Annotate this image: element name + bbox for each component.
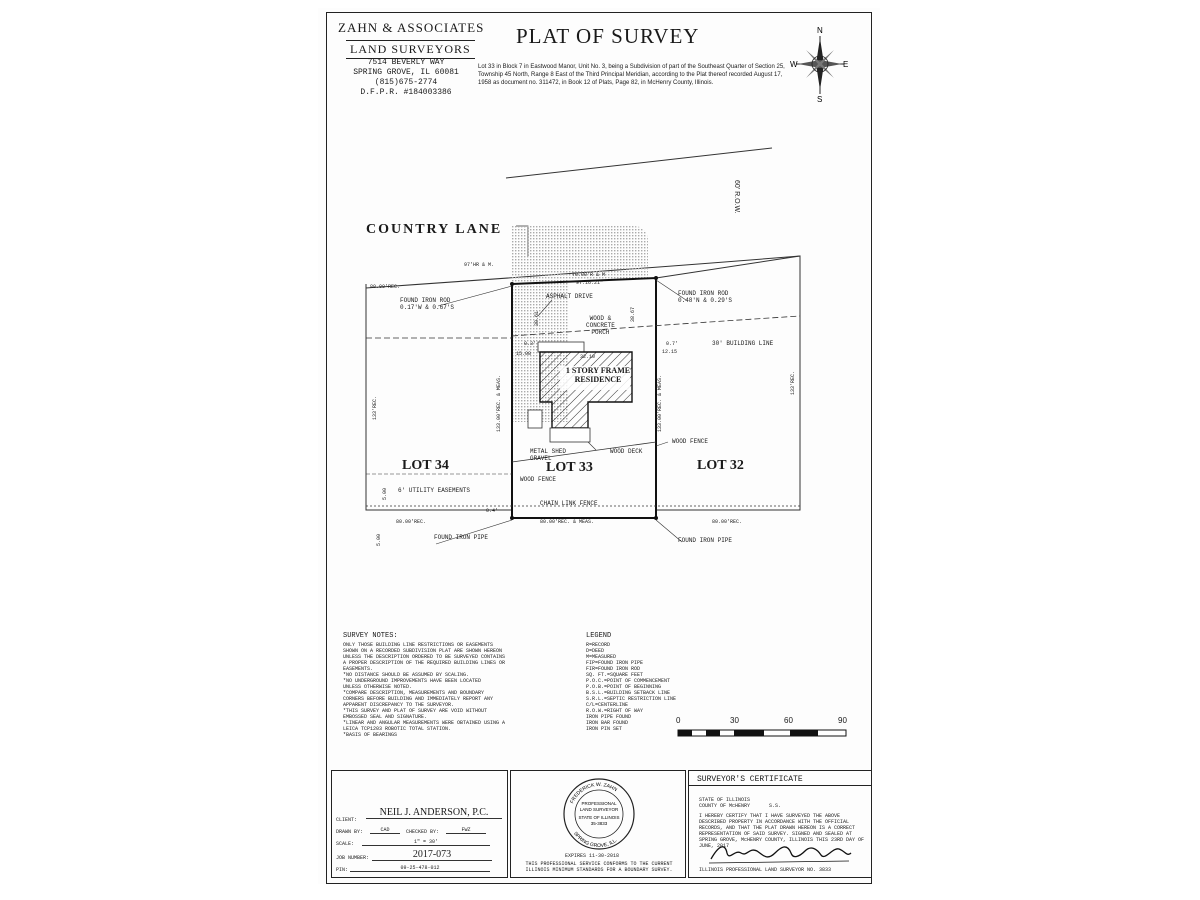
right-side-dimension: 133.00'REC. & MEAS. (657, 374, 663, 432)
legend-line: M=MEASURED (586, 654, 617, 660)
rod-line: 0.17'W & 0.67'S (400, 304, 455, 311)
scale-tick: 60 (784, 716, 793, 725)
pin-label: PIN: (336, 867, 349, 873)
porch (538, 342, 584, 352)
legend-heading: LEGEND (586, 632, 612, 640)
legend-line: FIP=FOUND IRON PIPE (586, 660, 644, 666)
note-line: *BASIS OF BEARINGS (343, 732, 398, 738)
compass-rose-icon (790, 24, 850, 104)
metal-shed-label: METAL SHED (530, 448, 567, 455)
note-line: A PROPER DESCRIPTION OF THE REQUIRED BUILDING LINES OR (343, 660, 506, 666)
certificate-footer: ILLINOIS PROFESSIONAL LAND SURVEYOR NO. 3833 (699, 867, 832, 873)
lot-33-label: LOT 33 (546, 460, 593, 475)
legend-line: R.O.W.=RIGHT OF WAY (586, 708, 644, 714)
legal-description: Lot 33 in Block 7 in Eastwood Manor, Unit No. 3, being a Subdivision of part of the Southeast Quarter of Section 25, Township 45 North, Range 8 East of the Third Principal Meridian, according to the Plat thereof recorded August 17, 1958 as document no. 311472, in Book 12 of Plats, Page 82, in McHenry County, Illinois. (478, 64, 785, 86)
legend-line: SQ. FT.=SQUARE FEET (586, 672, 644, 678)
legend-line: C/L=CENTERLINE (586, 702, 629, 708)
note-line: *COMPARE DESCRIPTION, MEASUREMENTS AND BOUNDARY (343, 690, 485, 696)
house-dimension: 32.10 (580, 354, 596, 360)
page-title: PLAT OF SURVEY (516, 24, 700, 48)
front-bearing: 97.16.21" (576, 280, 604, 286)
wood-fence-right-label: WOOD FENCE (672, 438, 709, 445)
road-centerline (506, 148, 772, 178)
firm-name: ZAHN & ASSOCIATES (338, 20, 485, 35)
top-left-record: 80.00'REC. (370, 284, 401, 290)
rod-line: 0.48'N & 0.29'S (678, 297, 733, 304)
client-name: NEIL J. ANDERSON, P.C. (366, 807, 502, 819)
certificate-ss: S.S. (769, 803, 782, 809)
note-line: EASEMENTS. (343, 666, 374, 672)
firm-address (346, 58, 466, 98)
rear-right-record: 80.00'REC. (712, 519, 743, 525)
address-line: (815)675-2774 (374, 78, 438, 87)
scale-tick: 30 (730, 716, 739, 725)
wood-fence-left-label: WOOD FENCE (520, 476, 557, 483)
legend-line: IRON BAR FOUND (586, 720, 629, 726)
left-side-dimension: 133.00'REC. & MEAS. (496, 374, 502, 432)
iron-pipe-left-label: FOUND IRON PIPE (434, 534, 489, 541)
iron-pipe-right-label: FOUND IRON PIPE (678, 537, 733, 544)
lot-32-label: LOT 32 (697, 458, 744, 473)
wood-deck (550, 428, 590, 442)
residence-line: 1 STORY FRAME (565, 366, 631, 375)
porch-line: CONCRETE (586, 322, 615, 329)
seal-line: STATE OF ILLINOIS (578, 815, 620, 820)
offset-dimension: 0.3' (524, 341, 537, 347)
svg-text:SPRING GROVE, ILL. (572, 831, 619, 849)
notes-heading: SURVEY NOTES: (343, 632, 398, 640)
wood-deck-label: WOOD DECK (610, 448, 643, 455)
legend-line: P.O.C.=POINT OF COMMENCEMENT (586, 678, 671, 684)
rear-offset: 0.4' (486, 508, 499, 514)
compass-n: N (817, 26, 823, 35)
seal-ring-bottom: SPRING GROVE, ILL. (572, 830, 619, 850)
scale-label: SCALE: (336, 841, 355, 847)
firm-subtitle: LAND SURVEYORS (346, 40, 475, 59)
note-line: APPARENT DISCREPANCY TO THE SURVEYOR. (343, 702, 455, 708)
note-line: *LINEAR AND ANGULAR MEASUREMENTS WERE OBTAINED USING A (343, 720, 506, 726)
drawn-by-label: DRAWN BY: (336, 829, 364, 835)
seal-line: 35-3833 (590, 821, 608, 826)
compass-s: S (817, 95, 823, 104)
survey-plan (326, 130, 872, 570)
seal-line: PROFESSIONAL (581, 801, 617, 806)
iron-rod-left-label (400, 297, 454, 311)
client-label: CLIENT: (336, 817, 358, 823)
note-line: *NO UNDERGROUND IMPROVEMENTS HAVE BEEN LOCATED (343, 678, 482, 684)
note-line: SHOWN ON A RECORDED SUBDIVISION PLAT ARE SHOWN HEREON (343, 648, 503, 654)
address-line: SPRING GROVE, IL 60081 (353, 68, 459, 77)
offset-dimension: 12.15 (662, 349, 678, 355)
rear-dimension: 80.00'REC. & MEAS. (540, 519, 595, 525)
drawn-by: CAD (370, 827, 400, 834)
checked-by-label: CHECKED BY: (406, 829, 440, 835)
rear-left-record: 80.00'REC. (396, 519, 427, 525)
scale-value: 1" = 30' (362, 839, 490, 846)
porch-line: WOOD & (589, 315, 612, 322)
compass-e: E (843, 60, 849, 69)
note-line: CORNERS BEFORE BUILDING AND IMMEDIATELY REPORT ANY (343, 696, 494, 702)
rod-line: FOUND IRON ROD (678, 290, 729, 297)
lot-34-boundary (366, 284, 512, 510)
note-line: UNLESS OTHERWISE NOTED. (343, 684, 413, 690)
scale-bar (674, 726, 850, 740)
utility-easement-label: 6' UTILITY EASEMENTS (398, 487, 471, 494)
front-dimension: 70.00'R & M (572, 272, 606, 278)
license-expiry: EXPIRES 11-30-2018 (565, 853, 620, 859)
rod-line: FOUND IRON ROD (400, 297, 451, 304)
job-number: 2017-073 (372, 849, 492, 861)
pin-number: 09-25-478-012 (350, 865, 490, 872)
metal-shed (528, 410, 542, 428)
legend-line: S.R.L.=SEPTIC RESTRICTION LINE (586, 696, 677, 702)
asphalt-drive-label: ASPHALT DRIVE (546, 293, 593, 300)
note-line: EMBOSSED SEAL AND SIGNATURE. (343, 714, 428, 720)
chain-link-fence-label: CHAIN LINK FENCE (540, 500, 598, 507)
compass-w: W (790, 60, 798, 69)
note-line: ONLY THOSE BUILDING LINE RESTRICTIONS OR EASEMENTS (343, 642, 494, 648)
legend-line: IRON PIPE FOUND (586, 714, 632, 720)
legend-line: FIR=FOUND IRON ROD (586, 666, 641, 672)
legend-line: R=RECORD (586, 642, 611, 648)
seal-block (510, 770, 686, 878)
front-left-dimension: 97'HR & M. (464, 262, 495, 268)
surveyor-seal-icon (561, 777, 637, 851)
certificate-county: COUNTY OF McHENRY (699, 803, 751, 809)
legend-line: P.O.B.=POINT OF BEGINNING (586, 684, 662, 690)
scale-tick: 90 (838, 716, 847, 725)
note-line: UNLESS THE DESCRIPTION ORDERED TO BE SURVEYED CONTAINS (343, 654, 506, 660)
note-line: *THIS SURVEY AND PLAT OF SURVEY ARE VOID WITHOUT (343, 708, 488, 714)
offset-dimension: 15.08 (516, 351, 532, 357)
note-line: *NO DISTANCE SHOULD BE ASSUMED BY SCALING. (343, 672, 470, 678)
porch-label (586, 315, 615, 336)
residence-line: RESIDENCE (574, 375, 622, 384)
address-line: 7514 BEVERLY WAY (367, 58, 445, 67)
seal-ring-top: FREDERICK W. ZAHN (569, 781, 618, 805)
legend-line: IRON PIN SET (586, 726, 623, 732)
scale-tick: 0 (676, 716, 681, 725)
certificate-state: STATE OF ILLINOIS (699, 797, 751, 803)
job-number-label: JOB NUMBER: (336, 855, 370, 861)
legend-line: B.S.L.=BUILDING SETBACK LINE (586, 690, 671, 696)
drive-dimension: 39.61 (534, 310, 540, 326)
address-line: D.F.P.R. #184003386 (360, 88, 452, 97)
street-name: COUNTRY LANE (366, 222, 503, 237)
building-line-label: 30' BUILDING LINE (712, 340, 774, 347)
row-label: 60' R.O.W. (733, 180, 740, 214)
standards-statement: THIS PROFESSIONAL SERVICE CONFORMS TO THE CURRENT ILLINOIS MINIMUM STANDARDS FOR A BOUNDARY SURVEY. (525, 861, 673, 873)
easement-dimension: 5.00 (376, 533, 382, 546)
seal-line: LAND SURVEYOR (579, 807, 619, 812)
offset-dimension: 0.7' (666, 341, 679, 347)
note-line: LEICA TCP1203 ROBOTIC TOTAL STATION. (343, 726, 452, 732)
lot-34-label: LOT 34 (402, 458, 449, 473)
certificate-body: I HEREBY CERTIFY THAT I HAVE SURVEYED THE ABOVE DESCRIBED PROPERTY IN ACCORDANCE WITH THE OFFICIAL RECORDS, AND THAT THE PLAT DRAWN HEREON IS A CORRECT REPRESENTATION OF SAID SURVEY. SIGNED AND SEALED AT SPRING GROVE, McHENRY COUNTY, ILLINOIS THIS 23RD DAY OF JUNE, 2017 (699, 813, 865, 849)
checked-by: FWZ (446, 827, 486, 834)
residence-label (560, 366, 636, 384)
iron-rod-right-label (678, 290, 732, 304)
legend-line: D=DEED (586, 648, 605, 654)
easement-dimension: 5.00 (382, 487, 388, 500)
certificate-block (688, 770, 872, 878)
survey-notes (343, 632, 543, 738)
client-block (331, 770, 508, 878)
graphic-scale (674, 716, 854, 745)
lot34-side-dimension: 133'REC. (372, 395, 378, 420)
surveyor-signature (705, 839, 855, 867)
porch-line: PORCH (591, 329, 610, 336)
gravel-label: GRAVEL (530, 455, 552, 462)
certificate-heading: SURVEYOR'S CERTIFICATE (697, 775, 803, 784)
drive-dimension: 38.67 (630, 306, 636, 322)
lot32-side-dimension: 133'REC. (790, 370, 796, 395)
